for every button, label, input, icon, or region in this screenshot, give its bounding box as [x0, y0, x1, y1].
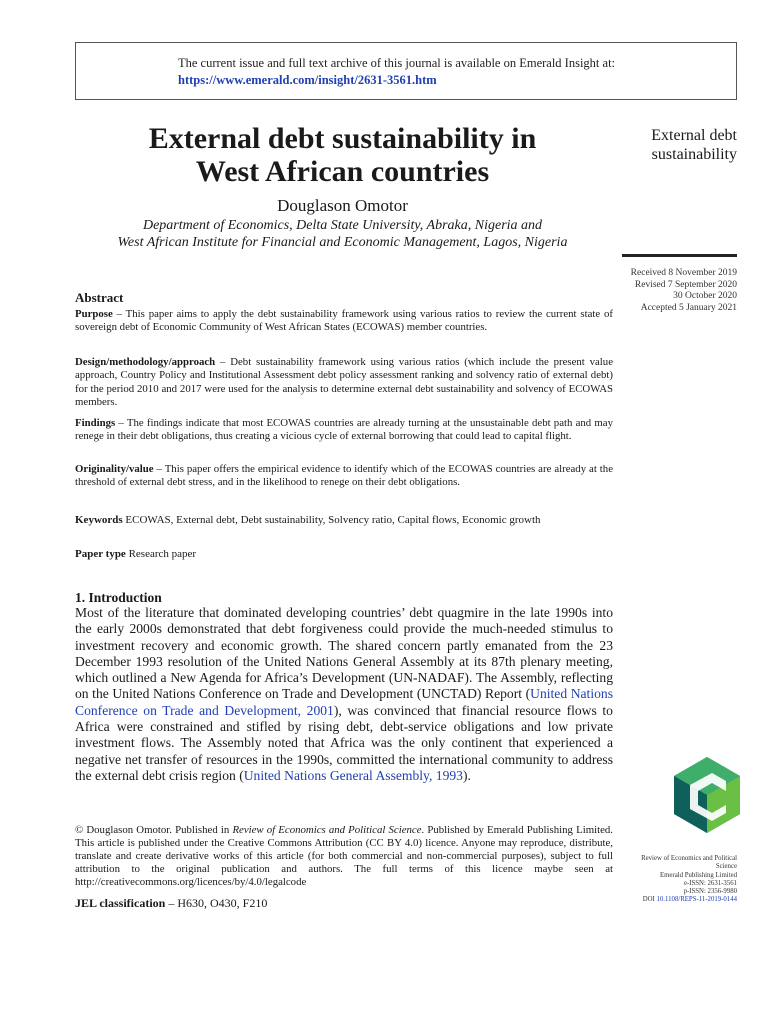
findings-text: – The findings indicate that most ECOWAS countries are already turning at the unsustainable debt path and may renege in their debt obligations, thus creating a vicious cycle of external borrowing that could lead to capital flight. — [75, 417, 613, 443]
keywords — [75, 513, 613, 527]
author-affiliation — [75, 217, 610, 251]
jel-label: JEL classification — [75, 896, 166, 910]
access-notice-text: The current issue and full text archive of this journal is available on Emerald Insight at: — [178, 56, 616, 70]
design-label: Design/methodology/approach — [75, 356, 216, 368]
publisher-name: Emerald Publishing Limited — [659, 871, 737, 879]
abstract-originality — [75, 463, 613, 490]
originality-text: – This paper offers the empirical evidence to identify which of the ECOWAS countries are already at the threshold of external debt stress, and in the likelihood to renege on their debt obligations. — [75, 463, 613, 489]
purpose-text: – This paper aims to apply the debt sustainability framework using various ratios to review the current state of sovereign debt of Economic Community of West African States (ECOWAS) member countries. — [75, 308, 613, 334]
p-issn: p-ISSN: 2356-9980 — [683, 888, 737, 896]
doi-label: DOI — [642, 896, 657, 904]
jel-codes: – H630, O430, F210 — [165, 896, 268, 910]
e-issn: e-ISSN: 2631-3561 — [683, 879, 737, 887]
abstract-heading: Abstract — [75, 290, 124, 305]
design-text: – Debt sustainability framework using various ratios (which include the present value approach, Country Policy and Institutional Assessment debt policy assessment ranking and solvency ratio of external debt) for the period 2010 and 2017 were used for the analysis to determine external debt sustainability and solvency of ECOWAS members. — [75, 356, 613, 408]
paper-type-label: Paper type — [75, 548, 126, 560]
copyright-text-b: . Published by Emerald Publishing Limited. This article is published under the Creative Commons Attribution (CC BY 4.0) licence. Anyone may reproduce, distribute, translate and create derivative works of this article (for both commercial and non-commercial purposes), subject to full attribution to the original publication and authors. The full terms of this licence maybe seen at http://creativecommons.org/licences/by/4.0/legalcode — [75, 824, 613, 889]
affiliation-line-2: West African Institute for Financial and Economic Management, Lagos, Nigeria — [117, 235, 568, 250]
running-head-line-1: External debt — [651, 127, 737, 144]
access-notice-box — [75, 42, 737, 100]
keywords-text: ECOWAS, External debt, Debt sustainability, Solvency ratio, Capital flows, Economic growth — [122, 514, 541, 526]
journal-name-line-1: Review of Economics and Political — [641, 855, 737, 862]
abstract-design — [75, 356, 613, 409]
accepted-date: Accepted 5 January 2021 — [640, 302, 737, 313]
copyright-journal-name: Review of Economics and Political Science — [232, 824, 422, 836]
keywords-label: Keywords — [75, 514, 123, 526]
journal-archive-link[interactable]: https://www.emerald.com/insight/2631-3561.htm — [178, 73, 437, 87]
originality-label: Originality/value — [75, 463, 154, 475]
doi-line — [612, 896, 737, 904]
intro-text-b: ), was convinced that financial resource flows to Africa were constrained and stifled by rising debt, debt-service obligations and low private investment flows. The Assembly noted that Africa was the only continent that experienced a negative net transfer of resources in the 1990s, committed the international community to address the external debt crisis region ( — [75, 702, 613, 783]
author-name: Douglason Omotor — [277, 196, 408, 215]
paper-type-text: Research paper — [125, 548, 197, 560]
revised-date-2: 30 October 2020 — [673, 291, 737, 301]
margin-divider — [622, 254, 737, 257]
copyright-notice — [75, 824, 613, 889]
running-head-line-2: sustainability — [651, 146, 737, 163]
affiliation-line-1: Department of Economics, Delta State University, Abraka, Nigeria and — [142, 218, 543, 233]
article-title-line-1: External debt sustainability in — [148, 122, 537, 155]
intro-text-a: Most of the literature that dominated developing countries’ debt quagmire in the late 1990s into the early 2000s demonstrated that debt forgiveness could provide the much-needed stimulus to investment recovery and economic growth. The shared concern partly emanated from the 23 December 1993 resolution of the United Nations General Assembly at its 87th plenary meeting, which outlined a New Agenda for Africa’s Development (UN-NADAF). The Assembly, reflecting on the United Nations Conference on Trade and Development (UNCTAD) Report ( — [75, 605, 613, 702]
article-history-dates — [600, 268, 737, 314]
introduction-heading: 1. Introduction — [75, 590, 162, 605]
revised-date-1: Revised 7 September 2020 — [634, 279, 737, 290]
paper-type — [75, 548, 196, 560]
journal-info — [612, 855, 737, 905]
copyright-text-a: © Douglason Omotor. Published in — [75, 824, 233, 836]
intro-text-c: ). — [462, 767, 471, 783]
abstract-findings — [75, 417, 613, 444]
article-title-line-2: West African countries — [195, 155, 490, 188]
article-title — [75, 122, 610, 188]
introduction-body — [75, 605, 613, 784]
purpose-label: Purpose — [75, 308, 113, 320]
abstract-purpose — [75, 308, 613, 335]
citation-link-unga[interactable]: United Nations General Assembly, 1993 — [243, 767, 463, 783]
emerald-logo-icon — [672, 755, 742, 835]
findings-label: Findings — [75, 417, 116, 429]
received-date: Received 8 November 2019 — [630, 268, 737, 278]
doi-link[interactable]: 10.1108/REPS-11-2019-0144 — [656, 896, 737, 904]
running-head — [622, 126, 737, 164]
citation-link-unctad[interactable]: United Nations Conference on Trade and Development, 2001 — [75, 686, 613, 718]
jel-classification — [75, 896, 267, 911]
journal-name-line-2: Science — [715, 863, 737, 871]
